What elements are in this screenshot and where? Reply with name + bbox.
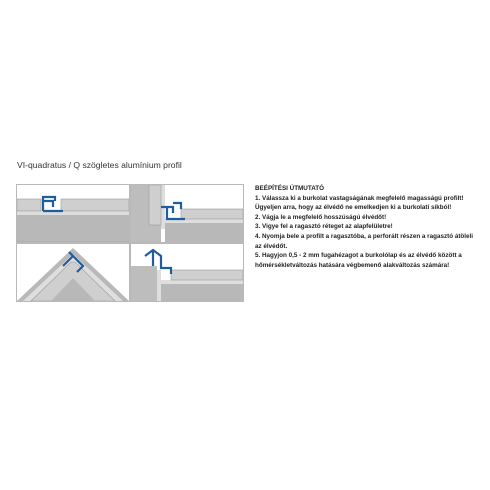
instruction-line: 1. Válassza ki a burkolat vastagságának megfelelő magasságú profilt! (255, 194, 464, 202)
instruction-line: 4. Nyomja bele a profilt a ragasztóba, a perforált részen a ragasztó átöleli (255, 232, 474, 240)
instruction-line: hőmérsékletváltozás hatására végbemenő alakváltozás számára! (255, 261, 450, 269)
diagram-step-edge (130, 184, 244, 243)
installation-instructions (255, 184, 487, 270)
diagram-inside-corner (130, 243, 244, 302)
instruction-line: 5. Hagyjon 0,5 - 2 mm fugahézagot a burkolólap és az élvédő között a (255, 252, 462, 260)
instruction-line: 2. Vágja le a megfelelő hosszúságú élvédőt! (255, 213, 387, 221)
product-title: VI-quadratus / Q szögletes alumínium profil (17, 160, 182, 170)
instructions-heading: BEÉPÍTÉSI ÚTMUTATÓ (255, 185, 325, 192)
diagram-floor-edge (16, 184, 130, 243)
diagram-outside-corner (16, 243, 130, 302)
instruction-line: az élvédőt. (255, 242, 288, 250)
instruction-line: Ügyeljen arra, hogy az élvédő ne emelkedjen ki a burkolati síkból! (255, 204, 452, 212)
instruction-line: 3. Vigye fel a ragasztó réteget az alapfelületre! (255, 223, 393, 231)
